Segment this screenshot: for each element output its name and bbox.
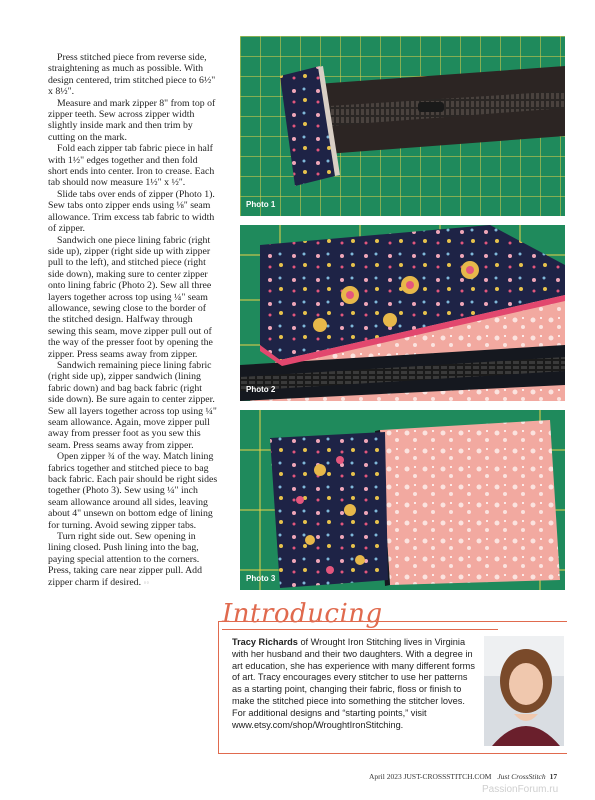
instruction-paragraph: Fold each zipper tab fabric piece in half with 1½" edges together and then fold short ends into center. Iron to crease. Each tab should now measure 1½" x ½". — [48, 143, 215, 189]
designer-bio-text: of Wrought Iron Stitching lives in Virginia with her husband and their two daughters. With a degree in art education, she has experience with many different forms of art. Tracy encourages every stitcher to use her patterns as a starting point, changing their fabric, floss or finish to make the stitched piece into something the stitcher loves. For additional designs and “starting points,” visit www.etsy.com/shop/WroughtIronStitching. — [232, 637, 475, 730]
photo-3-label: Photo 3 — [246, 574, 276, 583]
photo-2-label: Photo 2 — [246, 385, 276, 394]
photo-1-image — [240, 36, 565, 216]
instructions-column — [48, 52, 218, 588]
photo-1-label: Photo 1 — [246, 200, 276, 209]
photo-2 — [240, 225, 565, 401]
end-mark: ◦◦ — [143, 577, 150, 587]
intro-heading-rule — [222, 629, 498, 630]
instruction-paragraph — [48, 531, 218, 588]
designer-bio — [232, 637, 477, 731]
photo-3-image — [240, 410, 565, 590]
instruction-paragraph: Sandwich remaining piece lining fabric (right side up), zipper sandwich (lining fabric down) and bag back fabric (right side down). Be sure again to center zipper. Sew all layers together across top using ¼" seam allowance. Again, move zipper pull away from presser foot as you sew this seam. Press seams away from zipper. — [48, 359, 217, 451]
photo-1 — [240, 36, 565, 216]
designer-portrait — [484, 636, 564, 746]
instruction-paragraph: Measure and mark zipper 8" from top of zipper teeth. Sew across zipper width slightly inside mark and then trim by cutting on the mark. — [48, 97, 216, 143]
instruction-paragraph: Sandwich one piece lining fabric (right side up), zipper (right side up with zipper pull to the left), and stitched piece (right side down), making sure to center zipper onto lining fabric (Photo 2). Sew all three layers together across top using ¼" seam allowance, sewing close to the border of the stitched design. Halfway through sewing this seam, move zipper pull out of the way of the presser foot by opening the zipper. Press seams away from zipper. — [48, 234, 213, 360]
footer-site: JUST-CROSSSTITCH.COM — [403, 772, 492, 781]
page-footer — [369, 772, 557, 781]
footer-date: April 2023 — [369, 772, 402, 781]
photo-3 — [240, 410, 565, 590]
photo-2-image — [240, 225, 565, 401]
instruction-paragraph: Press stitched piece from reverse side, straightening as much as possible. With design centered, trim stitched piece to 6½" x 8½". — [48, 52, 216, 98]
instruction-paragraph: Slide tabs over ends of zipper (Photo 1). Sew tabs onto zipper ends using ⅛" seam allowance. Trim excess tab fabric to width of zipper. — [48, 188, 215, 235]
page-number: 17 — [549, 772, 558, 781]
intro-heading: Introducing — [222, 599, 383, 629]
instruction-paragraph: Open zipper ¾ of the way. Match lining fabrics together and stitched piece to bag back fabric. Each pair should be right sides together (Photo 3). Sew using ¼" inch seam allowance around all sides, leaving about 4" unsewn on bottom edge of lining for turning. Avoid sewing zipper tabs. — [48, 451, 218, 531]
footer-magazine: Just CrossStitch — [497, 772, 546, 781]
portrait-image — [484, 636, 564, 746]
designer-name: Tracy Richards — [232, 637, 298, 647]
instruction-final-text: Turn right side out. Sew opening in lining closed. Push lining into the bag, paying special attention to the corners. Press, taking care near zipper pull. Add zipper charm if desired. — [48, 531, 202, 588]
watermark: PassionForum.ru — [482, 784, 559, 795]
